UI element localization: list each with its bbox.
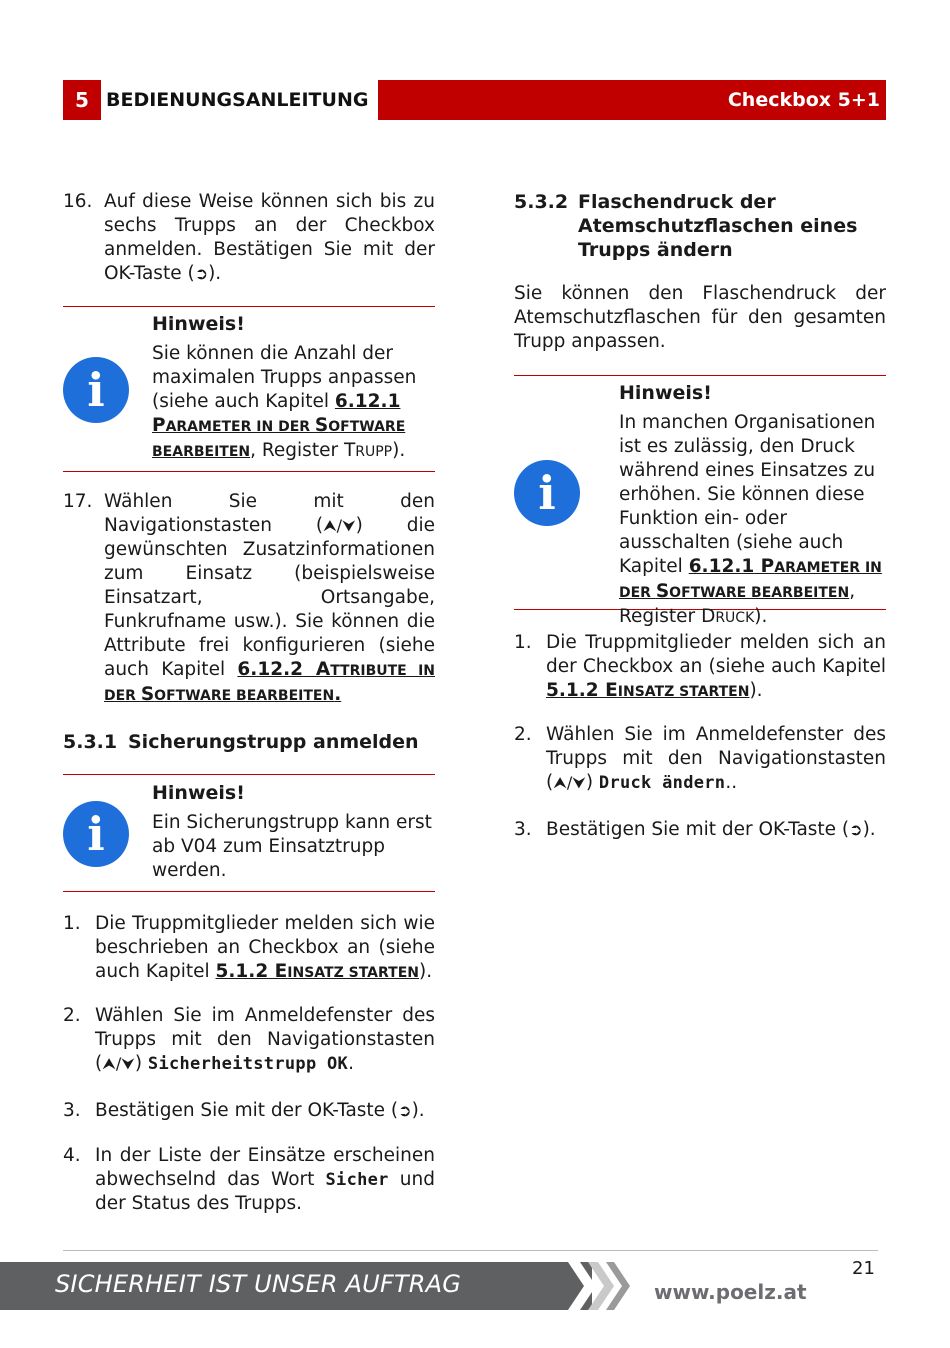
note-title: Hinweis! (619, 382, 712, 404)
chapter-link[interactable]: 6.12.2 ATTRIBUTE IN DER SOFTWARE BEARBEITEN. (104, 659, 435, 705)
ok-key-icon: ➲ (194, 264, 209, 283)
info-icon: i (63, 801, 129, 867)
step-text: Die Truppmitglieder melden sich wie beschrieben an Checkbox an (siehe auch Kapitel 5.1.2 EINSATZ STARTEN). (95, 913, 435, 982)
note-text: Ein Sicherungstrupp kann erst ab V04 zum Einsatztrupp werden. (152, 812, 432, 881)
step-text: Bestätigen Sie mit der OK-Taste (➲). (95, 1100, 425, 1121)
right-column (514, 190, 886, 842)
step-text: Die Truppmitglieder melden sich an der Checkbox an (siehe auch Kapitel 5.1.2 EINSATZ STARTEN). (546, 632, 886, 701)
product-title: Checkbox 5+1 (727, 89, 880, 111)
step-text: Wählen Sie mit den Navigationstasten (⮝/⮟) die gewünschten Zusatzinformationen zum Einsatz (beispielsweise Einsatzart, Ortsangabe, Funkrufname usw.). Sie können die Attribute frei konfigurieren (siehe auch Kapitel 6.12.2 ATTRIBUTE IN DER SOFTWARE BEARBEITEN. (104, 491, 435, 705)
step-number: 17. (63, 491, 93, 512)
nav-arrows-icon: ⮝/⮟ (553, 773, 586, 792)
ok-key-icon: ➲ (398, 1101, 412, 1120)
step-2 (514, 723, 886, 795)
step-16 (63, 190, 435, 286)
chapter-link[interactable]: 5.1.2 EINSATZ STARTEN (215, 961, 419, 982)
section-title: Sicherungstrupp anmelden (128, 731, 419, 753)
step-text: Bestätigen Sie mit der OK-Taste (➲). (546, 819, 876, 840)
intro-paragraph: Sie können den Flaschendruck der Atemschutzflaschen für den gesamten Trupp anpassen. (514, 283, 886, 352)
note-title: Hinweis! (152, 782, 245, 804)
section-heading (63, 730, 435, 754)
display-text: Druck ändern (598, 773, 726, 793)
step-number: 2. (514, 724, 532, 745)
step-text: Auf diese Weise können sich bis zu sechs Trupps an der Checkbox anmelden. Bestätigen Sie mit der OK-Taste (➲). (104, 191, 435, 284)
step-1 (514, 631, 886, 704)
display-text: Sicherheitstrupp OK (147, 1054, 349, 1074)
step-17 (63, 490, 435, 708)
step-1 (63, 912, 435, 985)
step-3 (63, 1099, 435, 1123)
chapter-link[interactable]: 5.1.2 EINSATZ STARTEN (546, 680, 750, 701)
step-number: 16. (63, 191, 93, 212)
step-number: 4. (63, 1145, 81, 1166)
note-box (63, 774, 435, 892)
left-column (63, 190, 435, 1216)
note-text: In manchen Organisationen ist es zulässig, den Druck während eines Einsatzes zu erhöhen. Sie können diese Funktion ein- oder ausschalten (siehe auch Kapitel 6.12.1 PARAMETER IN DER SOFTWARE BEARBEITEN, Register DRUCK). (619, 412, 882, 627)
nav-arrows-icon: ⮝/⮟ (102, 1054, 135, 1073)
footer-website[interactable]: www.poelz.at (654, 1280, 807, 1304)
step-text: Wählen Sie im Anmeldefenster des Trupps mit den Navigationstasten (⮝/⮟) Sicherheitstrupp OK. (95, 1005, 435, 1074)
nav-arrows-icon: ⮝/⮟ (323, 516, 356, 535)
step-2 (63, 1004, 435, 1076)
step-4 (63, 1144, 435, 1216)
chapter-number: 5 (63, 80, 101, 120)
section-title: Flaschendruck der Atemschutzflaschen eines Trupps ändern (578, 191, 858, 261)
note-box (63, 306, 435, 472)
step-text: In der Liste der Einsätze erscheinen abwechselnd das Wort Sicher und der Status des Trupps. (95, 1145, 435, 1214)
product-title-bar (378, 80, 886, 120)
note-box (514, 375, 886, 627)
section-heading (514, 190, 886, 262)
step-3 (514, 818, 886, 842)
chevrons-icon (568, 1258, 640, 1314)
step-number: 3. (514, 819, 532, 840)
chapter-title: BEDIENUNGSANLEITUNG (106, 89, 369, 111)
step-number: 3. (63, 1100, 81, 1121)
ok-key-icon: ➲ (849, 820, 863, 839)
section-number: 5.3.1 (63, 731, 118, 753)
footer-slogan: SICHERHEIT IST UNSER AUFTRAG (55, 1270, 462, 1298)
section-number: 5.3.2 (514, 191, 569, 213)
display-text: Sicher (325, 1170, 389, 1190)
chapter-link[interactable]: 6.12.1 PARAMETER IN DER SOFTWARE BEARBEITEN (619, 556, 882, 602)
info-icon: i (63, 357, 129, 423)
info-icon: i (514, 460, 580, 526)
step-number: 1. (63, 913, 81, 934)
step-number: 2. (63, 1005, 81, 1026)
step-number: 1. (514, 632, 532, 653)
footer-divider (63, 1250, 878, 1251)
note-title: Hinweis! (152, 313, 245, 335)
note-text: Sie können die Anzahl der maximalen Trupps anpassen (siehe auch Kapitel 6.12.1 PARAMETER IN DER SOFTWARE BEARBEITEN, Register TRUPP). (152, 343, 417, 461)
step-text: Wählen Sie im Anmeldefenster des Trupps mit den Navigationstasten (⮝/⮟) Druck ändern.. (546, 724, 886, 793)
page-number: 21 (852, 1258, 875, 1279)
chapter-link[interactable]: 6.12.1 PARAMETER IN DER SOFTWARE BEARBEITEN (152, 391, 406, 460)
